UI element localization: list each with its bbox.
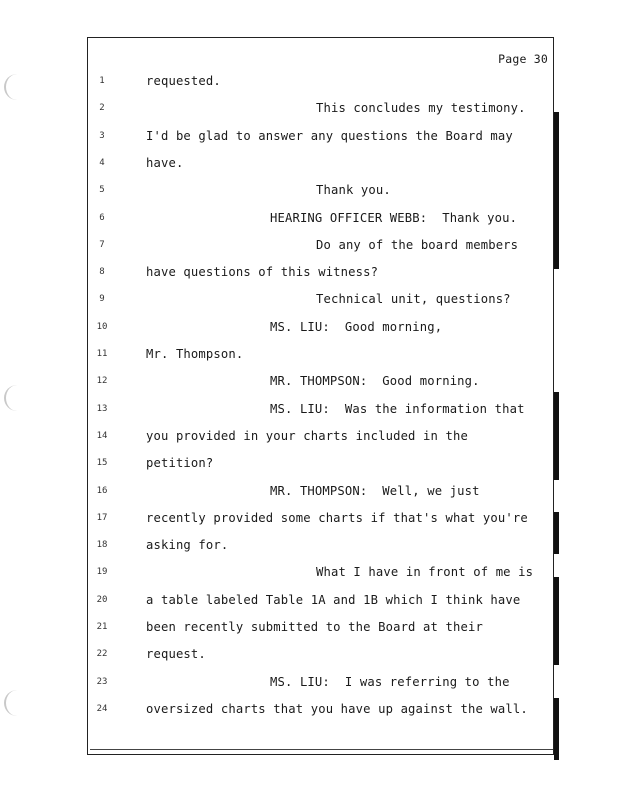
margin-bar-4 <box>554 577 559 665</box>
transcript-line-text: a table labeled Table 1A and 1B which I think have <box>146 592 521 607</box>
transcript-line-text: This concludes my testimony. <box>316 101 526 116</box>
transcript-line-text: MS. LIU: Was the information that <box>270 401 525 416</box>
line-number: 16 <box>96 485 108 496</box>
transcript-line-text: MR. THOMPSON: Good morning. <box>270 374 480 389</box>
transcript-line-text: MS. LIU: Good morning, <box>270 319 443 334</box>
line-number: 9 <box>99 294 105 305</box>
transcript-line-text: requested. <box>146 74 221 88</box>
line-number: 14 <box>96 430 108 441</box>
transcript-line-text: Thank you. <box>316 183 391 198</box>
line-number: 24 <box>96 703 108 714</box>
transcript-line-text: MR. THOMPSON: Well, we just <box>270 483 480 498</box>
line-number: 15 <box>96 458 108 469</box>
line-number: 22 <box>96 649 108 660</box>
line-number: 18 <box>96 540 108 551</box>
line-number: 19 <box>96 567 108 578</box>
transcript-line-text: been recently submitted to the Board at their <box>146 620 483 634</box>
line-number: 8 <box>99 267 105 278</box>
line-number: 10 <box>96 321 108 332</box>
punch-hole-top <box>4 74 20 100</box>
margin-bar-1 <box>554 112 559 269</box>
transcript-line-text: have. <box>146 155 184 170</box>
line-number: 4 <box>99 157 105 168</box>
line-number: 20 <box>96 594 108 605</box>
line-number: 23 <box>96 676 108 687</box>
transcript-line-text: oversized charts that you have up against the wall. <box>146 701 528 716</box>
line-number: 21 <box>96 622 108 632</box>
line-number: 5 <box>99 185 105 196</box>
line-number: 11 <box>96 349 108 359</box>
line-number: 3 <box>99 130 105 141</box>
line-number: 1 <box>99 76 105 86</box>
transcript-line-text: have questions of this witness? <box>146 265 379 280</box>
page-number: Page 30 <box>498 52 548 66</box>
transcript-line-text: petition? <box>146 456 214 471</box>
transcript-line-text: I'd be glad to answer any questions the Board may <box>146 128 513 143</box>
transcript-line-text: Do any of the board members <box>316 237 519 252</box>
line-number: 17 <box>96 512 108 523</box>
line-number: 12 <box>96 376 108 387</box>
transcript-line-text: you provided in your charts included in the <box>146 428 468 443</box>
line-number: 7 <box>99 239 105 250</box>
frame-bottom-rule <box>90 749 553 750</box>
transcript-line-text: Technical unit, questions? <box>316 292 511 307</box>
margin-bar-5 <box>554 698 559 760</box>
margin-bar-3 <box>554 512 559 554</box>
transcript-line-text: asking for. <box>146 538 229 553</box>
margin-bar-2 <box>554 392 559 480</box>
transcript-line-text: recently provided some charts if that's what you're <box>146 510 528 525</box>
line-number: 2 <box>99 103 105 114</box>
transcript-line-text: HEARING OFFICER WEBB: Thank you. <box>270 210 518 225</box>
transcript-line-text: Mr. Thompson. <box>146 347 244 361</box>
transcript-line-text: What I have in front of me is <box>316 565 534 580</box>
punch-hole-bottom <box>4 690 20 716</box>
line-number: 6 <box>99 212 105 223</box>
line-number: 13 <box>96 403 108 414</box>
transcript-line-text: MS. LIU: I was referring to the <box>270 674 510 689</box>
transcript-line-text: request. <box>146 647 206 662</box>
punch-hole-middle <box>4 385 20 411</box>
